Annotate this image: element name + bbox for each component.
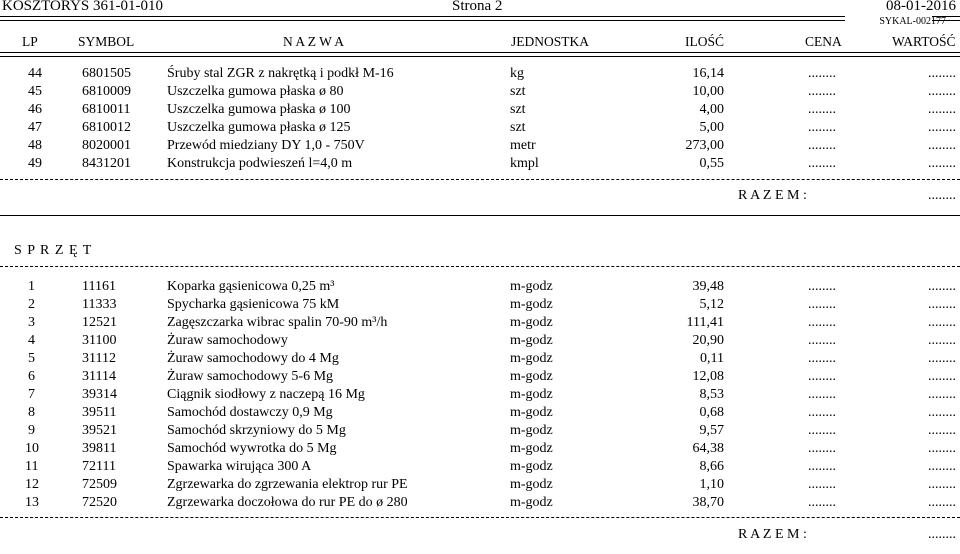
row-price: ........ xyxy=(808,315,836,330)
row-price: ........ xyxy=(808,66,836,81)
table-row xyxy=(0,387,960,405)
page-number: Strona 2 xyxy=(452,0,503,14)
row-value: ........ xyxy=(928,405,956,420)
row-qty: 16,14 xyxy=(692,66,724,81)
row-price: ........ xyxy=(808,351,836,366)
column-header-lp: LP xyxy=(22,34,38,49)
row-symbol: 11161 xyxy=(82,279,116,294)
row-lp: 13 xyxy=(25,495,39,510)
row-unit: szt xyxy=(510,120,526,135)
column-header-value: WARTOŚĆ xyxy=(892,34,956,49)
row-price: ........ xyxy=(808,297,836,312)
total-value: ........ xyxy=(928,188,956,203)
row-unit: szt xyxy=(510,102,526,117)
total-rule xyxy=(0,215,960,216)
table-row xyxy=(0,297,960,315)
row-value: ........ xyxy=(928,138,956,153)
row-name: Zgrzewarka doczołowa do rur PE do ø 280 xyxy=(167,495,408,510)
row-unit: kmpl xyxy=(510,156,539,171)
row-qty: 38,70 xyxy=(692,495,724,510)
row-price: ........ xyxy=(808,495,836,510)
column-header-price: CENA xyxy=(805,34,842,49)
row-lp: 47 xyxy=(28,120,42,135)
row-qty: 4,00 xyxy=(699,102,724,117)
row-value: ........ xyxy=(928,279,956,294)
row-price: ........ xyxy=(808,387,836,402)
row-qty: 39,48 xyxy=(692,279,724,294)
row-qty: 5,12 xyxy=(699,297,724,312)
row-qty: 0,68 xyxy=(699,405,724,420)
row-symbol: 6810009 xyxy=(82,84,131,99)
row-symbol: 6810011 xyxy=(82,102,131,117)
column-header-unit: JEDNOSTKA xyxy=(511,34,590,49)
table-row xyxy=(0,495,960,513)
row-unit: metr xyxy=(510,138,536,153)
row-value: ........ xyxy=(928,156,956,171)
row-qty: 0,11 xyxy=(700,351,724,366)
row-value: ........ xyxy=(928,369,956,384)
row-name: Zagęszczarka wibrac spalin 70-90 m³/h xyxy=(167,315,388,330)
row-lp: 6 xyxy=(28,369,35,384)
row-qty: 20,90 xyxy=(692,333,724,348)
row-value: ........ xyxy=(928,120,956,135)
row-value: ........ xyxy=(928,477,956,492)
row-price: ........ xyxy=(808,459,836,474)
row-lp: 9 xyxy=(28,423,35,438)
row-name: Przewód miedziany DY 1,0 - 750V xyxy=(167,138,365,153)
row-name: Ciągnik siodłowy z naczepą 16 Mg xyxy=(167,387,365,402)
row-value: ........ xyxy=(928,333,956,348)
column-header-qty: ILOŚĆ xyxy=(685,34,725,49)
row-name: Uszczelka gumowa płaska ø 80 xyxy=(167,84,344,99)
row-qty: 64,38 xyxy=(692,441,724,456)
row-unit: m-godz xyxy=(510,315,553,330)
row-value: ........ xyxy=(928,315,956,330)
row-symbol: 31112 xyxy=(82,351,116,366)
table-row xyxy=(0,156,960,174)
table-row xyxy=(0,441,960,459)
row-value: ........ xyxy=(928,84,956,99)
table-row xyxy=(0,459,960,477)
row-qty: 0,55 xyxy=(699,156,724,171)
column-header-symbol: SYMBOL xyxy=(78,34,135,49)
row-symbol: 72111 xyxy=(82,459,116,474)
table-row xyxy=(0,369,960,387)
dashed-divider xyxy=(0,179,960,180)
row-qty: 111,41 xyxy=(686,315,724,330)
row-unit: m-godz xyxy=(510,351,553,366)
row-value: ........ xyxy=(928,351,956,366)
table-row xyxy=(0,84,960,102)
row-unit: m-godz xyxy=(510,423,553,438)
total-label: R A Z E M : xyxy=(738,527,807,542)
column-header-rule xyxy=(0,52,960,57)
row-lp: 1 xyxy=(28,279,35,294)
row-unit: m-godz xyxy=(510,333,553,348)
row-price: ........ xyxy=(808,138,836,153)
row-unit: m-godz xyxy=(510,459,553,474)
section-title: S P R Z Ę T xyxy=(14,243,93,258)
row-qty: 10,00 xyxy=(692,84,724,99)
dashed-divider xyxy=(0,517,960,518)
row-value: ........ xyxy=(928,297,956,312)
column-headers xyxy=(0,34,960,52)
row-name: Samochód skrzyniowy do 5 Mg xyxy=(167,423,346,438)
row-symbol: 72520 xyxy=(82,495,117,510)
header-rule-left xyxy=(0,16,845,21)
row-value: ........ xyxy=(928,66,956,81)
row-value: ........ xyxy=(928,423,956,438)
document-date: 08-01-2016 xyxy=(886,0,956,14)
total-value: ........ xyxy=(928,527,956,542)
row-price: ........ xyxy=(808,156,836,171)
row-value: ........ xyxy=(928,102,956,117)
row-symbol: 31114 xyxy=(82,369,116,384)
row-price: ........ xyxy=(808,369,836,384)
row-qty: 8,66 xyxy=(699,459,724,474)
row-name: Żuraw samochodowy xyxy=(167,333,288,348)
row-lp: 10 xyxy=(25,441,39,456)
row-price: ........ xyxy=(808,405,836,420)
row-name: Zgrzewarka do zgrzewania elektrop rur PE xyxy=(167,477,408,492)
row-lp: 3 xyxy=(28,315,35,330)
row-name: Żuraw samochodowy do 4 Mg xyxy=(167,351,339,366)
header-rule-right xyxy=(932,16,960,21)
table-row xyxy=(0,477,960,495)
table-row xyxy=(0,279,960,297)
row-symbol: 72509 xyxy=(82,477,117,492)
row-symbol: 31100 xyxy=(82,333,117,348)
row-symbol: 39511 xyxy=(82,405,117,420)
row-name: Samochód wywrotka do 5 Mg xyxy=(167,441,337,456)
row-qty: 1,10 xyxy=(699,477,724,492)
row-price: ........ xyxy=(808,120,836,135)
row-symbol: 11333 xyxy=(82,297,117,312)
table-row xyxy=(0,405,960,423)
row-symbol: 39314 xyxy=(82,387,117,402)
table-row xyxy=(0,351,960,369)
row-unit: m-godz xyxy=(510,297,553,312)
row-price: ........ xyxy=(808,423,836,438)
row-name: Konstrukcja podwieszeń l=4,0 m xyxy=(167,156,353,171)
table-row xyxy=(0,315,960,333)
row-price: ........ xyxy=(808,279,836,294)
row-value: ........ xyxy=(928,459,956,474)
row-name: Koparka gąsienicowa 0,25 m³ xyxy=(167,279,335,294)
row-symbol: 8020001 xyxy=(82,138,131,153)
row-symbol: 39811 xyxy=(82,441,117,456)
row-name: Uszczelka gumowa płaska ø 125 xyxy=(167,120,351,135)
row-name: Spawarka wirująca 300 A xyxy=(167,459,312,474)
row-lp: 2 xyxy=(28,297,35,312)
total-label: R A Z E M : xyxy=(738,188,807,203)
row-name: Śruby stal ZGR z nakrętką i podkł M-16 xyxy=(167,66,394,81)
row-price: ........ xyxy=(808,84,836,99)
row-unit: szt xyxy=(510,84,526,99)
row-unit: m-godz xyxy=(510,279,553,294)
table-row xyxy=(0,102,960,120)
row-qty: 5,00 xyxy=(699,120,724,135)
table-row xyxy=(0,66,960,84)
row-lp: 12 xyxy=(25,477,39,492)
row-symbol: 8431201 xyxy=(82,156,131,171)
table-row xyxy=(0,138,960,156)
row-price: ........ xyxy=(808,102,836,117)
row-symbol: 39521 xyxy=(82,423,117,438)
row-unit: m-godz xyxy=(510,495,553,510)
row-qty: 273,00 xyxy=(685,138,724,153)
row-qty: 9,57 xyxy=(699,423,724,438)
row-name: Uszczelka gumowa płaska ø 100 xyxy=(167,102,351,117)
row-lp: 7 xyxy=(28,387,35,402)
document-title: KOSZTORYS 361-01-010 xyxy=(2,0,163,14)
row-symbol: 6801505 xyxy=(82,66,131,81)
row-lp: 8 xyxy=(28,405,35,420)
document-code: SYKAL-002177 xyxy=(879,16,946,27)
row-lp: 45 xyxy=(28,84,42,99)
row-unit: m-godz xyxy=(510,441,553,456)
row-unit: m-godz xyxy=(510,387,553,402)
dashed-divider xyxy=(0,266,960,267)
table-row xyxy=(0,120,960,138)
row-value: ........ xyxy=(928,495,956,510)
row-symbol: 12521 xyxy=(82,315,117,330)
row-unit: m-godz xyxy=(510,405,553,420)
row-lp: 49 xyxy=(28,156,42,171)
row-name: Samochód dostawczy 0,9 Mg xyxy=(167,405,333,420)
row-qty: 12,08 xyxy=(692,369,724,384)
row-price: ........ xyxy=(808,477,836,492)
row-lp: 5 xyxy=(28,351,35,366)
row-lp: 46 xyxy=(28,102,42,117)
row-name: Spycharka gąsienicowa 75 kM xyxy=(167,297,340,312)
row-unit: m-godz xyxy=(510,369,553,384)
row-value: ........ xyxy=(928,387,956,402)
row-price: ........ xyxy=(808,441,836,456)
row-symbol: 6810012 xyxy=(82,120,131,135)
page-header xyxy=(0,0,960,16)
column-header-name: N A Z W A xyxy=(283,34,345,49)
row-unit: m-godz xyxy=(510,477,553,492)
row-unit: kg xyxy=(510,66,524,81)
row-qty: 8,53 xyxy=(699,387,724,402)
table-row xyxy=(0,333,960,351)
row-lp: 11 xyxy=(25,459,39,474)
row-lp: 44 xyxy=(28,66,42,81)
row-value: ........ xyxy=(928,441,956,456)
table-row xyxy=(0,423,960,441)
row-lp: 48 xyxy=(28,138,42,153)
row-price: ........ xyxy=(808,333,836,348)
row-name: Żuraw samochodowy 5-6 Mg xyxy=(167,369,334,384)
row-lp: 4 xyxy=(28,333,35,348)
